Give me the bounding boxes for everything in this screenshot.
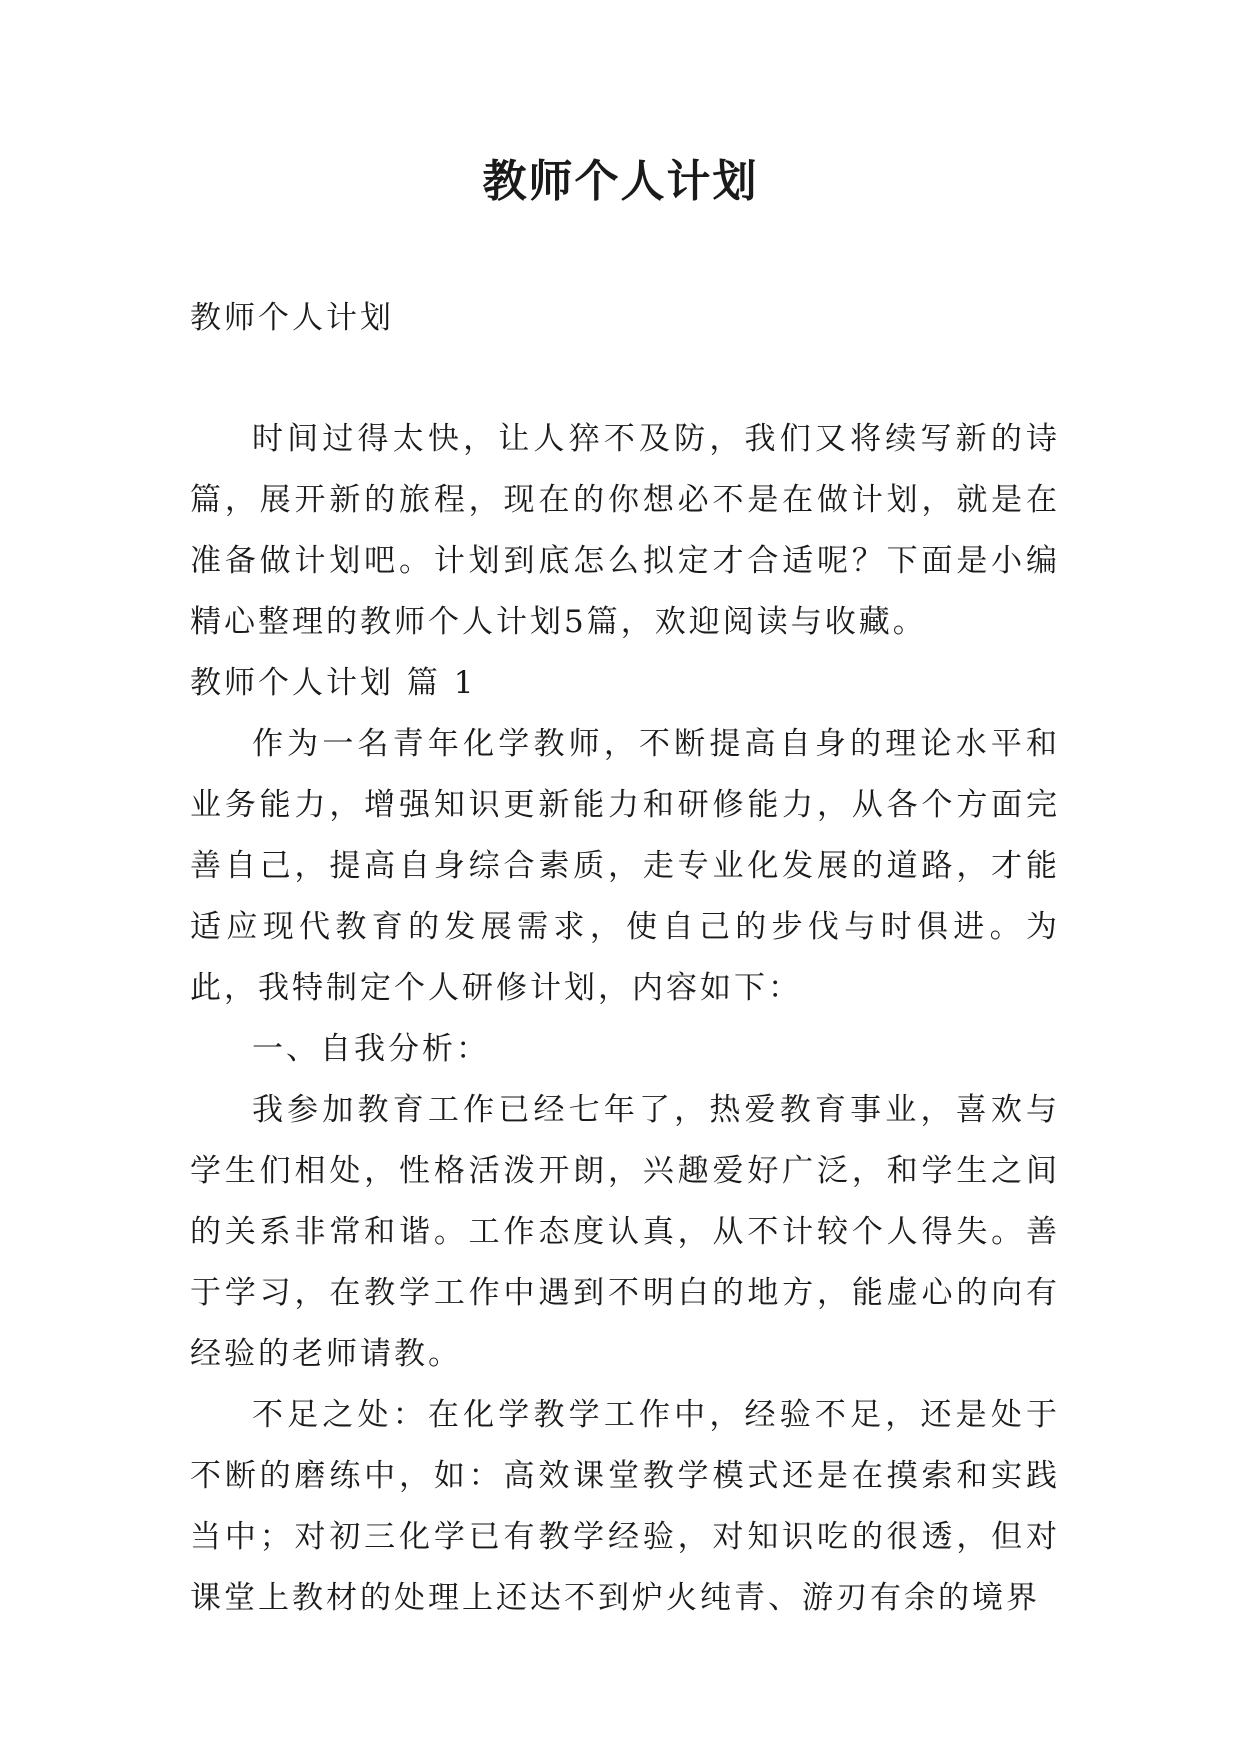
self-analysis-heading: 一、自我分析： bbox=[252, 1031, 490, 1067]
document-subtitle: 教师个人计划 bbox=[190, 300, 394, 336]
intro-paragraph: 时间过得太快，让人猝不及防，我们又将续写新的诗篇，展开新的旅程，现在的你想必不是在做计划，就是在准备做计划吧。计划到底怎么拟定才合适呢？下面是小编精心整理的教师个人计划5篇，欢迎阅读与收藏。 bbox=[190, 421, 1060, 640]
body-paragraph-3: 不足之处：在化学教学工作中，经验不足，还是处于不断的磨练中，如：高效课堂教学模式还是在摸索和实践当中；对初三化学已有教学经验，对知识吃的很透，但对课堂上教材的处理上还达不到炉火纯青、游刃有余的境界 bbox=[190, 1397, 1060, 1616]
spacer bbox=[190, 349, 1060, 409]
body-paragraph-2: 我参加教育工作已经七年了，热爱教育事业，喜欢与学生们相处，性格活泼开朗，兴趣爱好广泛，和学生之间的关系非常和谐。工作态度认真，从不计较个人得失。善于学习，在教学工作中遇到不明白的地方，能虚心的向有经验的老师请教。 bbox=[190, 1092, 1060, 1372]
body-paragraph-1: 作为一名青年化学教师，不断提高自身的理论水平和业务能力，增强知识更新能力和研修能力，从各个方面完善自己，提高自身综合素质，走专业化发展的道路，才能适应现代教育的发展需求，使自己的步伐与时俱进。为此，我特制定个人研修计划，内容如下： bbox=[190, 726, 1060, 1006]
document-title: 教师个人计划 bbox=[482, 156, 759, 207]
section-heading: 教师个人计划 篇 1 bbox=[190, 665, 477, 701]
document-body bbox=[190, 288, 1060, 1629]
